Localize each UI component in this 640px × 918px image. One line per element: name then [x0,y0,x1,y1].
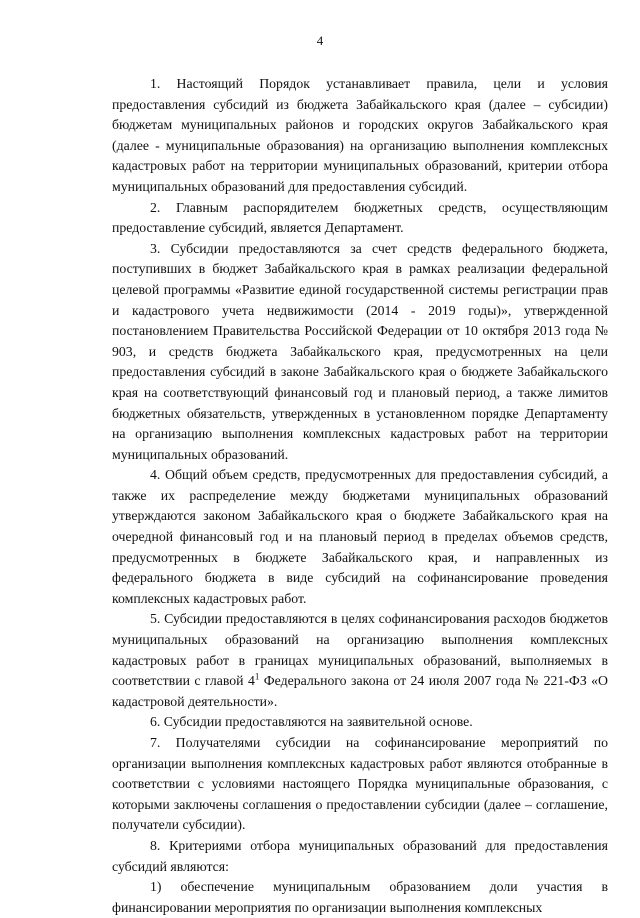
paragraph-3: 3. Субсидии предоставляются за счет средств федерального бюджета, поступивших в бюджет Забайкальского края в рамках реализации федеральной целевой программы «Развитие единой государственной системы регистрации прав и кадастрового учета недвижимости (2014 - 2019 годы)», утвержденной постановлением Правительства Российской Федерации от 10 октября 2013 года № 903, и средств бюджета Забайкальского края, предусмотренных на цели предоставления субсидий в законе Забайкальского края о бюджете Забайкальского края на соответствующий финансовый год и плановый период, а также лимитов бюджетных обязательств, утвержденных в установленном порядке Департаменту на организацию выполнения комплексных кадастровых работ на территории муниципальных образований. [112,240,608,462]
paragraph-2: 2. Главным распорядителем бюджетных средств, осуществляющим предоставление субсидий, является Департамент. [112,199,608,236]
paragraph-5-text-end: Федерального закона от 24 июля 2007 года № 221-ФЗ «О кадастровой деятельности». [112,673,608,709]
paragraph-4: 4. Общий объем средств, предусмотренных для предоставления субсидий, а также их распределение между бюджетами муниципальных образований утверждаются законом Забайкальского края о бюджете Забайкальского края на очередной финансовый год и на плановый период в пределах объемов средств, предусмотренных в бюджете Забайкальского края, и направленных из федерального бюджета в виде субсидий на софинансирование проведения комплексных кадастровых работ. [112,467,608,606]
paragraph-7: 7. Получателями субсидии на софинансирование мероприятий по организации выполнения комплексных кадастровых работ являются отобранные в соответствии с условиями настоящего Порядка муниципальные образования, с которыми заключены соглашения о предоставлении субсидии (далее – соглашение, получатели субсидии). [112,735,608,833]
paragraph-5 [112,609,608,712]
paragraph-6: 6. Субсидии предоставляются на заявительной основе. [150,714,473,730]
paragraph-8: 8. Критериями отбора муниципальных образований для предоставления субсидий являются: [112,837,608,874]
criterion-1: 1) обеспечение муниципальным образованием доли участия в финансировании мероприятия по организации выполнения комплексных [112,879,608,915]
paragraph-5-text-start: 5. Субсидии предоставляются в целях софинансирования расходов бюджетов муниципальных образований на организацию выполнения комплексных кадастровых работ в границах муниципальных образований, выполняемых в соответствии с главой 4 [112,611,608,689]
paragraph-1: 1. Настоящий Порядок устанавливает правила, цели и условия предоставления субсидий из бюджета Забайкальского края (далее – субсидии) бюджетам муниципальных районов и городских округов Забайкальского края (далее - муниципальные образования) на организацию выполнения комплексных кадастровых работ на территории муниципальных образований, критерии отбора муниципальных образований для предоставления субсидий. [112,76,608,194]
body-text [112,74,608,918]
chapter-superscript: 1 [254,671,260,682]
page-number: 4 [316,33,324,48]
